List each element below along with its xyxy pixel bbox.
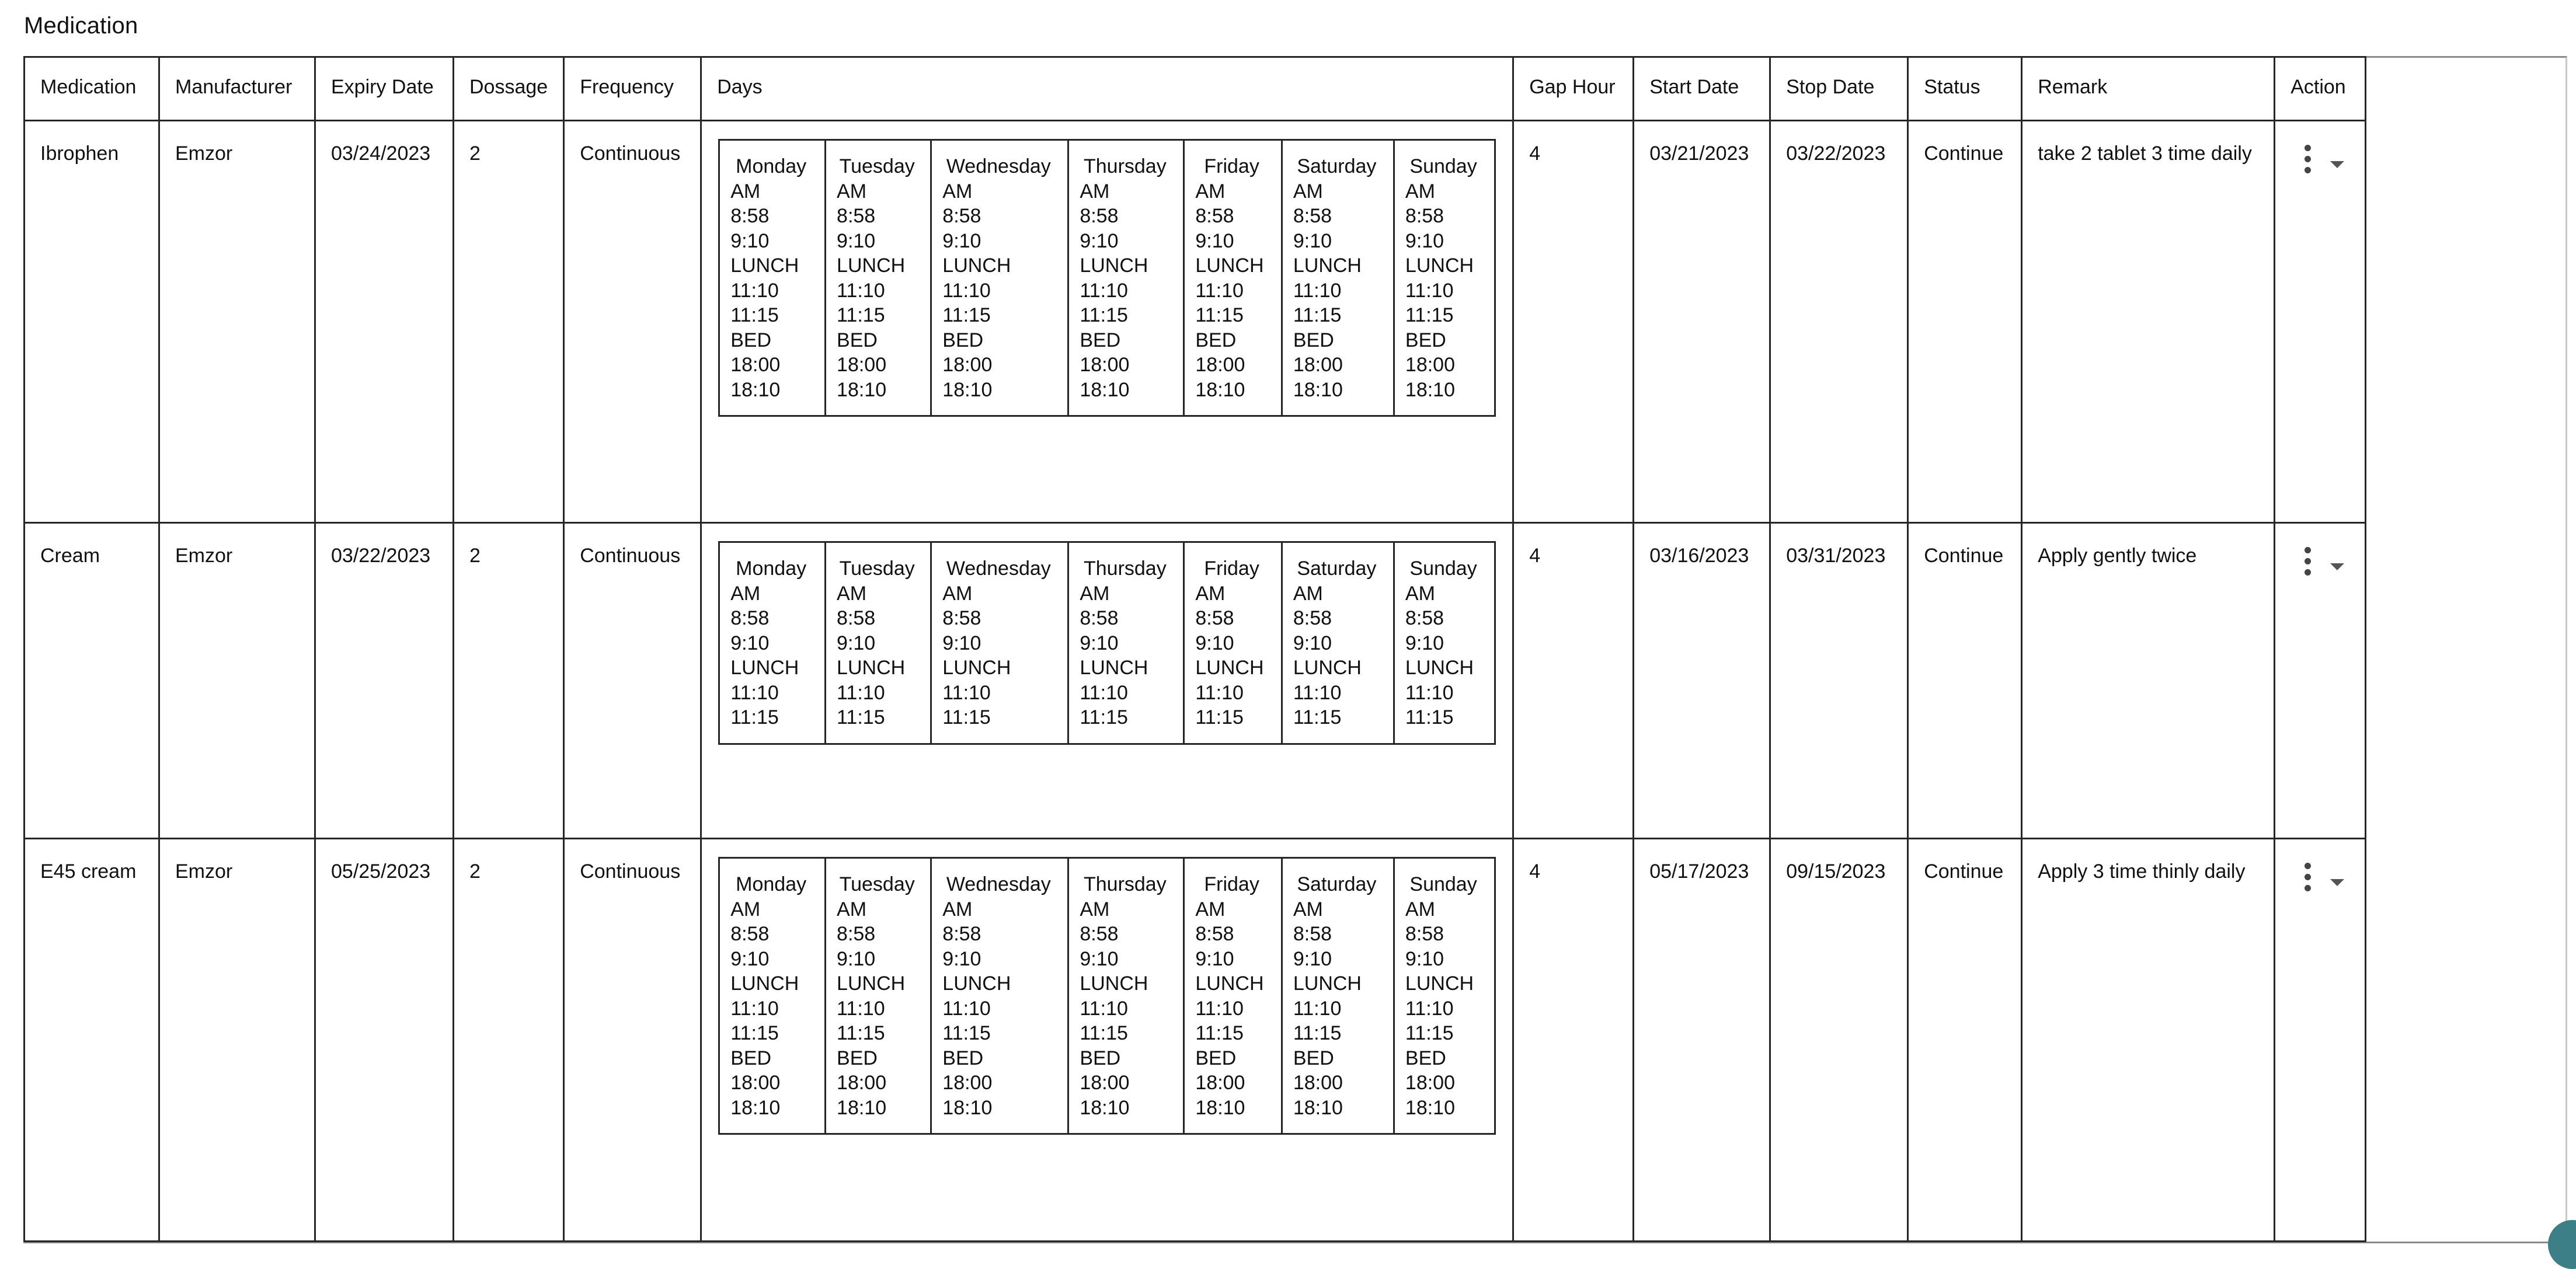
schedule-time: 8:58: [1080, 923, 1119, 945]
schedule-day: [1394, 140, 1495, 416]
schedule-time: AM: [1080, 180, 1110, 203]
schedule-time: BED: [1195, 329, 1237, 351]
cell-stop-date: 03/31/2023: [1770, 523, 1908, 839]
schedule-day-name: Tuesday: [839, 155, 915, 177]
schedule-day: [1282, 542, 1394, 744]
chevron-down-icon[interactable]: [2330, 563, 2344, 570]
schedule-time: 9:10: [1080, 947, 1119, 970]
weekly-schedule: [718, 857, 1496, 1135]
schedule-time: 9:10: [730, 947, 770, 970]
schedule-day: [931, 140, 1068, 416]
medication-table: [23, 56, 2366, 1242]
schedule-time: 8:58: [837, 607, 876, 629]
schedule-time: 8:58: [942, 607, 981, 629]
header-row: [25, 57, 2366, 121]
schedule-day-name: Saturday: [1297, 155, 1377, 177]
header-action: Action: [2275, 57, 2366, 121]
schedule-time: 11:10: [942, 279, 991, 302]
schedule-time: AM: [1080, 582, 1110, 605]
header-frequency: Frequency: [564, 57, 701, 121]
schedule-time: 8:58: [837, 205, 876, 227]
cell-manufacturer: Emzor: [159, 523, 315, 839]
schedule-time: BED: [942, 329, 984, 351]
schedule-time: 9:10: [1293, 632, 1332, 654]
schedule-time: BED: [1195, 1047, 1237, 1069]
cell-start-date: 03/21/2023: [1634, 121, 1770, 523]
schedule-time: 11:15: [1080, 1022, 1128, 1044]
schedule-time: 11:10: [1080, 997, 1128, 1020]
schedule-time: 11:10: [1293, 279, 1342, 302]
schedule-time: 18:00: [942, 354, 993, 376]
schedule-time: BED: [942, 1047, 984, 1069]
cell-gap-hour: 4: [1513, 523, 1634, 839]
schedule-time: LUNCH: [942, 657, 1011, 679]
cell-expiry-date: 05/25/2023: [315, 839, 454, 1242]
schedule-time: 18:00: [1080, 1072, 1130, 1094]
chevron-down-icon[interactable]: [2330, 161, 2344, 168]
page-title: Medication: [24, 13, 138, 39]
schedule-day: [1394, 542, 1495, 744]
schedule-day: [931, 542, 1068, 744]
schedule-time: 8:58: [1293, 607, 1332, 629]
schedule-time: 9:10: [1195, 229, 1234, 252]
cell-manufacturer: Emzor: [159, 839, 315, 1242]
schedule-time: 11:15: [1405, 1022, 1454, 1044]
schedule-time: 8:58: [730, 205, 770, 227]
cell-status: Continue: [1908, 121, 2022, 523]
schedule-time: LUNCH: [942, 972, 1011, 995]
cell-dosage: 2: [454, 839, 564, 1242]
schedule-day-name: Thursday: [1083, 873, 1167, 895]
schedule-time: 8:58: [837, 923, 876, 945]
cell-action: [2275, 121, 2366, 523]
schedule-time: 8:58: [1080, 607, 1119, 629]
schedule-time: 11:15: [730, 304, 779, 326]
schedule-day-name: Monday: [736, 873, 807, 895]
schedule-time: AM: [730, 582, 761, 605]
schedule-time: AM: [730, 180, 761, 203]
cell-frequency: Continuous: [564, 523, 701, 839]
kebab-menu-icon[interactable]: [2303, 145, 2312, 174]
kebab-dot: [2305, 863, 2311, 869]
schedule-day: [826, 858, 931, 1134]
schedule-time: 18:10: [730, 378, 781, 401]
schedule-time: 11:10: [1195, 279, 1244, 302]
schedule-day: [1282, 140, 1394, 416]
schedule-time: AM: [1195, 898, 1226, 921]
schedule-time: 18:10: [837, 378, 887, 401]
schedule-time: 9:10: [1080, 229, 1119, 252]
schedule-time: 18:00: [730, 1072, 781, 1094]
schedule-time: 18:10: [1195, 378, 1245, 401]
schedule-time: 11:15: [1080, 706, 1128, 728]
table-row: [25, 121, 2366, 523]
schedule-day: [719, 542, 826, 744]
schedule-day: [1184, 858, 1282, 1134]
schedule-day-name: Tuesday: [839, 873, 915, 895]
cell-days: [701, 121, 1513, 523]
schedule-time: 18:10: [1405, 378, 1456, 401]
schedule-time: 18:10: [1293, 378, 1343, 401]
header-expiry-date: Expiry Date: [315, 57, 454, 121]
schedule-time: LUNCH: [837, 657, 906, 679]
schedule-day: [826, 140, 931, 416]
schedule-time: 11:10: [1080, 681, 1128, 704]
cell-action: [2275, 839, 2366, 1242]
schedule-day-name: Monday: [736, 155, 807, 177]
schedule-time: 9:10: [942, 947, 981, 970]
schedule-time: BED: [837, 329, 878, 351]
schedule-time: 18:00: [1080, 354, 1130, 376]
schedule-day-name: Tuesday: [839, 557, 915, 580]
schedule-day-name: Monday: [736, 557, 807, 580]
schedule-day-name: Sunday: [1409, 155, 1477, 177]
schedule-time: LUNCH: [1405, 657, 1474, 679]
cell-stop-date: 09/15/2023: [1770, 839, 1908, 1242]
schedule-time: 11:10: [730, 279, 779, 302]
cell-days: [701, 839, 1513, 1242]
schedule-time: LUNCH: [1293, 255, 1362, 277]
schedule-time: 8:58: [1405, 205, 1444, 227]
schedule-day: [931, 858, 1068, 1134]
cell-medication: E45 cream: [25, 839, 159, 1242]
schedule-day: [719, 140, 826, 416]
schedule-time: 8:58: [1293, 923, 1332, 945]
schedule-time: LUNCH: [1080, 972, 1148, 995]
schedule-time: 18:10: [1293, 1096, 1343, 1119]
schedule-time: 18:00: [1405, 354, 1456, 376]
schedule-time: AM: [1195, 180, 1226, 203]
schedule-time: 8:58: [1405, 923, 1444, 945]
schedule-time: AM: [942, 582, 973, 605]
schedule-time: 9:10: [942, 229, 981, 252]
schedule-time: 11:15: [837, 1022, 885, 1044]
cell-start-date: 05/17/2023: [1634, 839, 1770, 1242]
schedule-time: 9:10: [1405, 632, 1444, 654]
schedule-day-name: Friday: [1204, 155, 1259, 177]
schedule-time: BED: [1405, 329, 1446, 351]
schedule-time: 11:10: [1293, 681, 1342, 704]
schedule-time: 18:10: [942, 1096, 993, 1119]
schedule-time: 18:00: [837, 1072, 887, 1094]
schedule-time: BED: [1080, 1047, 1121, 1069]
schedule-time: 18:00: [837, 354, 887, 376]
cell-medication: Cream: [25, 523, 159, 839]
kebab-menu-icon[interactable]: [2303, 547, 2312, 576]
schedule-time: 11:15: [1195, 304, 1244, 326]
cell-frequency: Continuous: [564, 839, 701, 1242]
cell-remark: Apply gently twice: [2022, 523, 2275, 839]
schedule-time: 11:15: [730, 706, 779, 728]
header-start-date: Start Date: [1634, 57, 1770, 121]
schedule-time: 11:15: [1293, 706, 1342, 728]
schedule-time: 11:15: [1080, 304, 1128, 326]
kebab-dot: [2305, 167, 2311, 173]
schedule-time: 11:15: [1195, 706, 1244, 728]
schedule-time: 8:58: [1195, 607, 1234, 629]
schedule-time: LUNCH: [730, 657, 799, 679]
schedule-day-name: Friday: [1204, 557, 1259, 580]
schedule-day: [1184, 140, 1282, 416]
schedule-time: 11:15: [1405, 706, 1454, 728]
schedule-day-name: Thursday: [1083, 557, 1167, 580]
schedule-day-name: Thursday: [1083, 155, 1167, 177]
schedule-time: 18:00: [1293, 1072, 1343, 1094]
schedule-time: 8:58: [1195, 923, 1234, 945]
cell-frequency: Continuous: [564, 121, 701, 523]
schedule-time: AM: [837, 898, 867, 921]
schedule-time: 9:10: [1080, 632, 1119, 654]
schedule-time: LUNCH: [1405, 255, 1474, 277]
schedule-day: [1394, 858, 1495, 1134]
kebab-menu-icon[interactable]: [2303, 863, 2312, 892]
schedule-time: 11:10: [837, 681, 885, 704]
schedule-time: 8:58: [1080, 205, 1119, 227]
schedule-time: 8:58: [730, 607, 770, 629]
schedule-time: LUNCH: [1195, 972, 1264, 995]
schedule-day-name: Sunday: [1409, 557, 1477, 580]
schedule-time: 9:10: [730, 632, 770, 654]
schedule-time: 9:10: [1293, 229, 1332, 252]
schedule-time: BED: [1293, 1047, 1334, 1069]
schedule-time: 11:10: [1195, 681, 1244, 704]
header-medication: Medication: [25, 57, 159, 121]
chevron-down-icon[interactable]: [2330, 879, 2344, 886]
cell-medication: Ibrophen: [25, 121, 159, 523]
kebab-dot: [2305, 569, 2311, 576]
schedule-time: AM: [837, 180, 867, 203]
schedule-time: 18:10: [1195, 1096, 1245, 1119]
schedule-time: AM: [1405, 898, 1435, 921]
cell-remark: Apply 3 time thinly daily: [2022, 839, 2275, 1242]
schedule-time: AM: [1405, 180, 1435, 203]
header-status: Status: [1908, 57, 2022, 121]
schedule-time: 11:10: [1405, 279, 1454, 302]
schedule-time: AM: [1405, 582, 1435, 605]
schedule-time: LUNCH: [730, 255, 799, 277]
schedule-time: 9:10: [1195, 632, 1234, 654]
schedule-time: BED: [1080, 329, 1121, 351]
schedule-time: 9:10: [1195, 947, 1234, 970]
cell-action: [2275, 523, 2366, 839]
schedule-time: 11:15: [1405, 304, 1454, 326]
cell-gap-hour: 4: [1513, 121, 1634, 523]
cell-stop-date: 03/22/2023: [1770, 121, 1908, 523]
schedule-time: AM: [942, 898, 973, 921]
schedule-time: 9:10: [942, 632, 981, 654]
kebab-dot: [2305, 145, 2311, 151]
schedule-time: 8:58: [1405, 607, 1444, 629]
schedule-time: 9:10: [1405, 229, 1444, 252]
schedule-time: 18:10: [1405, 1096, 1456, 1119]
schedule-time: 11:15: [1195, 1022, 1244, 1044]
cell-dosage: 2: [454, 523, 564, 839]
schedule-time: 18:00: [942, 1072, 993, 1094]
cell-status: Continue: [1908, 839, 2022, 1242]
schedule-time: LUNCH: [1293, 657, 1362, 679]
schedule-time: 18:00: [1195, 1072, 1245, 1094]
schedule-day: [1068, 858, 1184, 1134]
schedule-time: 11:15: [1293, 1022, 1342, 1044]
schedule-time: 8:58: [942, 923, 981, 945]
schedule-time: BED: [1405, 1047, 1446, 1069]
cell-manufacturer: Emzor: [159, 121, 315, 523]
schedule-time: BED: [837, 1047, 878, 1069]
schedule-time: LUNCH: [1405, 972, 1474, 995]
schedule-day-name: Wednesday: [946, 155, 1051, 177]
kebab-dot: [2305, 547, 2311, 553]
schedule-time: 11:15: [942, 706, 991, 728]
header-days: Days: [701, 57, 1513, 121]
schedule-day: [1068, 542, 1184, 744]
schedule-day: [1282, 858, 1394, 1134]
cell-dosage: 2: [454, 121, 564, 523]
schedule-day-name: Wednesday: [946, 873, 1051, 895]
schedule-time: 18:00: [1293, 354, 1343, 376]
schedule-time: 11:10: [837, 997, 885, 1020]
schedule-time: LUNCH: [1195, 255, 1264, 277]
schedule-time: AM: [1195, 582, 1226, 605]
cell-expiry-date: 03/24/2023: [315, 121, 454, 523]
schedule-time: 18:10: [1080, 1096, 1130, 1119]
kebab-dot: [2305, 874, 2311, 880]
weekly-schedule: [718, 541, 1496, 745]
header-remark: Remark: [2022, 57, 2275, 121]
schedule-time: 18:10: [942, 378, 993, 401]
schedule-time: AM: [1293, 898, 1323, 921]
schedule-day-name: Saturday: [1297, 873, 1377, 895]
schedule-time: LUNCH: [1080, 657, 1148, 679]
schedule-time: LUNCH: [942, 255, 1011, 277]
schedule-time: LUNCH: [730, 972, 799, 995]
schedule-time: 9:10: [1293, 947, 1332, 970]
kebab-dot: [2305, 885, 2311, 891]
schedule-time: 11:10: [1195, 997, 1244, 1020]
schedule-time: 11:15: [942, 304, 991, 326]
schedule-time: 8:58: [1293, 205, 1332, 227]
schedule-time: 18:10: [730, 1096, 781, 1119]
kebab-dot: [2305, 558, 2311, 564]
schedule-time: AM: [1293, 582, 1323, 605]
schedule-time: BED: [730, 329, 772, 351]
header-gap-hour: Gap Hour: [1513, 57, 1634, 121]
header-manufacturer: Manufacturer: [159, 57, 315, 121]
schedule-day: [826, 542, 931, 744]
schedule-time: 11:15: [942, 1022, 991, 1044]
schedule-time: 11:10: [730, 997, 779, 1020]
schedule-time: BED: [1293, 329, 1334, 351]
cell-days: [701, 523, 1513, 839]
weekly-schedule: [718, 139, 1496, 417]
schedule-time: AM: [730, 898, 761, 921]
schedule-day: [1184, 542, 1282, 744]
schedule-time: 11:10: [730, 681, 779, 704]
schedule-day-name: Wednesday: [946, 557, 1051, 580]
schedule-time: 11:10: [1293, 997, 1342, 1020]
schedule-time: LUNCH: [1195, 657, 1264, 679]
schedule-time: 8:58: [730, 923, 770, 945]
schedule-time: AM: [837, 582, 867, 605]
schedule-time: 11:15: [1293, 304, 1342, 326]
schedule-time: 11:10: [1080, 279, 1128, 302]
schedule-time: 11:10: [837, 279, 885, 302]
schedule-time: 9:10: [837, 632, 876, 654]
schedule-time: AM: [1080, 898, 1110, 921]
schedule-time: 8:58: [1195, 205, 1234, 227]
table-row: [25, 839, 2366, 1242]
schedule-time: 18:00: [1405, 1072, 1456, 1094]
schedule-day: [1068, 140, 1184, 416]
schedule-day-name: Saturday: [1297, 557, 1377, 580]
table-row: [25, 523, 2366, 839]
schedule-time: 9:10: [1405, 947, 1444, 970]
header-stop-date: Stop Date: [1770, 57, 1908, 121]
schedule-time: 9:10: [837, 229, 876, 252]
schedule-time: LUNCH: [837, 255, 906, 277]
schedule-day: [719, 858, 826, 1134]
schedule-time: 11:10: [1405, 681, 1454, 704]
schedule-time: AM: [1293, 180, 1323, 203]
schedule-time: LUNCH: [1293, 972, 1362, 995]
schedule-time: 11:15: [837, 706, 885, 728]
cell-gap-hour: 4: [1513, 839, 1634, 1242]
schedule-time: 11:10: [942, 997, 991, 1020]
schedule-time: 11:10: [1405, 997, 1454, 1020]
cell-remark: take 2 tablet 3 time daily: [2022, 121, 2275, 523]
schedule-day-name: Friday: [1204, 873, 1259, 895]
schedule-time: 18:00: [1195, 354, 1245, 376]
cell-status: Continue: [1908, 523, 2022, 839]
header-dosage: Dossage: [454, 57, 564, 121]
schedule-time: BED: [730, 1047, 772, 1069]
cell-expiry-date: 03/22/2023: [315, 523, 454, 839]
schedule-day-name: Sunday: [1409, 873, 1477, 895]
schedule-time: 18:10: [837, 1096, 887, 1119]
schedule-time: AM: [942, 180, 973, 203]
schedule-time: 11:15: [837, 304, 885, 326]
schedule-time: 9:10: [837, 947, 876, 970]
schedule-time: 9:10: [730, 229, 770, 252]
cell-start-date: 03/16/2023: [1634, 523, 1770, 839]
schedule-time: 11:15: [730, 1022, 779, 1044]
schedule-time: 8:58: [942, 205, 981, 227]
schedule-time: 18:00: [730, 354, 781, 376]
schedule-time: LUNCH: [1080, 255, 1148, 277]
schedule-time: 18:10: [1080, 378, 1130, 401]
schedule-time: LUNCH: [837, 972, 906, 995]
kebab-dot: [2305, 156, 2311, 162]
schedule-time: 11:10: [942, 681, 991, 704]
